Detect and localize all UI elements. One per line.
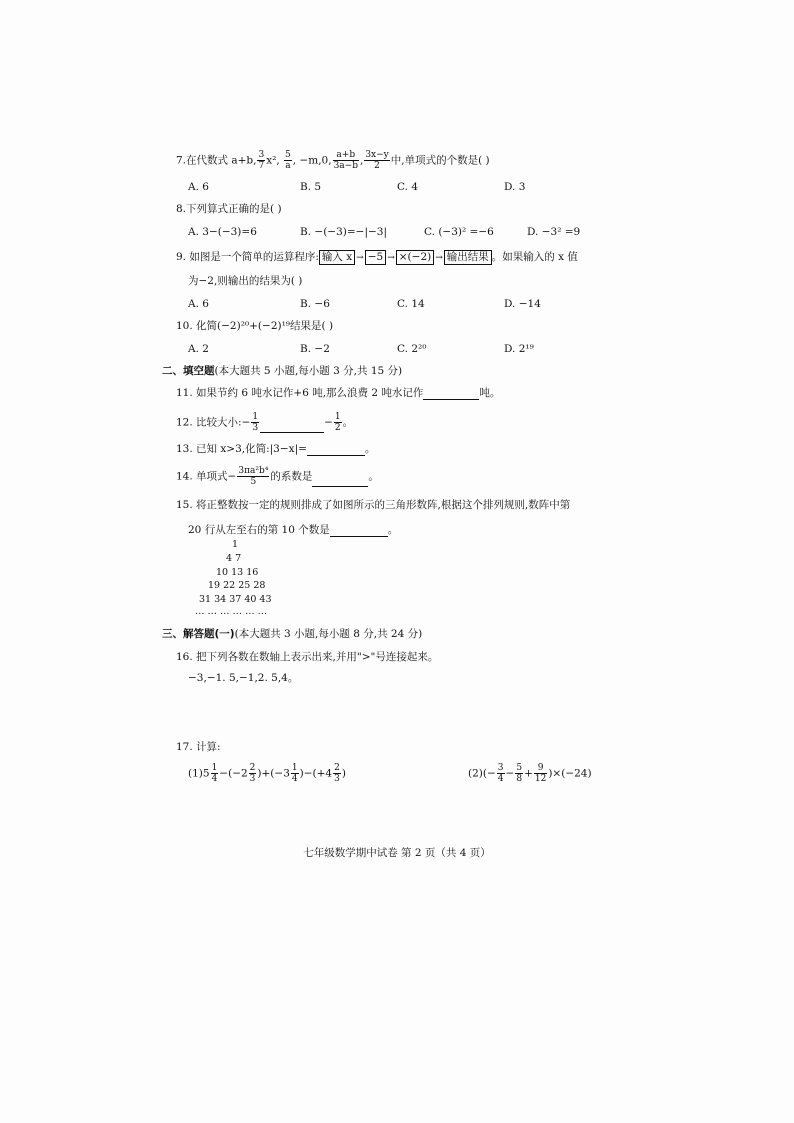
q8-option-d[interactable]: D. −3² =9 [527, 226, 581, 238]
question-17-stem: 17. 计算: [176, 741, 221, 753]
q9-option-b[interactable]: B. −6 [300, 298, 330, 310]
question-7-stem: 7.在代数式 a+b, $\frac{3}{7}$ x², $\frac{5}{a}$ , −m,0, $\frac{a+b}{3a-b}$ , $\frac{3x-y}{2}$ 中,单项式的个数是( ) [176, 150, 490, 171]
question-17-part-2: (2)(− $\frac{3}{4}$ − $\frac{5}{8}$ + $\frac{9}{12}$ )×(−24) [468, 763, 592, 784]
fraction: $\frac{\text{3πa²b⁴}}{5}$ [238, 466, 269, 487]
fraction: $\frac{5}{a}$ [285, 150, 291, 171]
section-2-header [162, 364, 402, 378]
fraction: $\frac{3x-y}{2}$ [365, 150, 389, 171]
section-3-header [162, 627, 422, 641]
triangle-row-3: 10 13 16 [216, 567, 259, 578]
answer-blank[interactable] [423, 389, 479, 400]
q10-option-d[interactable]: D. 2¹⁹ [504, 343, 534, 355]
fraction: $\frac{2}{3}$ [249, 763, 256, 784]
section-title: 三、解答题(一) [162, 628, 235, 640]
q7-option-a[interactable]: A. 6 [188, 181, 209, 193]
flow-box-multiply: ×(−2) [396, 250, 434, 265]
q8-option-c[interactable]: C. (−3)² =−6 [424, 226, 494, 238]
arrow-right-icon: → [387, 253, 395, 263]
fraction: $\frac{3}{4}$ [497, 763, 504, 784]
triangle-row-1: 1 [232, 539, 239, 550]
answer-blank[interactable] [307, 445, 365, 456]
fraction: $\frac{a+b}{3a-b}$ [333, 150, 358, 171]
q9-option-a[interactable]: A. 6 [188, 298, 209, 310]
question-16-stem: 16. 把下列各数在数轴上表示出来,并用">"号连接起来。 [176, 651, 439, 663]
flow-box-output: 输出结果 [444, 250, 492, 265]
q7-option-d[interactable]: D. 3 [504, 181, 526, 193]
q7-option-c[interactable]: C. 4 [397, 181, 419, 193]
q10-option-b[interactable]: B. −2 [300, 343, 330, 355]
fraction: $\frac{1}{4}$ [211, 763, 218, 784]
answer-blank[interactable] [312, 476, 368, 487]
q10-option-a[interactable]: A. 2 [188, 343, 209, 355]
fraction: $\frac{1}{3}$ [252, 412, 259, 433]
fraction: $\frac{3}{7}$ [258, 150, 265, 171]
flow-box-input: 输入 x [319, 250, 355, 265]
question-11: 11. 如果节约 6 吨水记作+6 吨,那么浪费 2 吨水记作 吨。 [176, 387, 501, 399]
question-12: 12. 比较大小:− $\frac{1}{3}$ − $\frac{1}{2}$ 。 [176, 412, 354, 433]
q9-option-d[interactable]: D. −14 [504, 298, 541, 310]
q7-option-b[interactable]: B. 5 [300, 181, 322, 193]
q9-option-c[interactable]: C. 14 [397, 298, 425, 310]
section-desc: (本大题共 3 小题,每小题 8 分,共 24 分) [234, 628, 423, 640]
section-title: 二、填空题 [162, 365, 215, 377]
fraction: $\frac{9}{12}$ [534, 763, 547, 784]
fraction: $\frac{1}{4}$ [291, 763, 298, 784]
triangle-row-4: 19 22 25 28 [208, 580, 266, 591]
question-13: 13. 已知 x>3,化简:|3−x|= 。 [176, 443, 376, 455]
question-9-line2: 为−2,则输出的结果为( ) [188, 275, 303, 287]
triangle-row-6: … … … … … … [195, 606, 268, 617]
fraction: $\frac{5}{8}$ [516, 763, 523, 784]
answer-blank[interactable] [330, 526, 388, 537]
q8-option-b[interactable]: B. −(−3)=−|−3| [300, 226, 388, 238]
question-15-line1: 15. 将正整数按一定的规则排成了如图所示的三角形数阵,根据这个排列规则,数阵中第 [176, 499, 571, 511]
arrow-right-icon: → [435, 253, 443, 263]
question-17-part-1: (1)5 $\frac{1}{4}$ −(−2 $\frac{2}{3}$ )+(−3 $\frac{1}{4}$ )−(+4 $\frac{2}{3}$ ) [188, 763, 346, 784]
question-10-stem: 10. 化简(−2)²⁰+(−2)¹⁹结果是( ) [176, 320, 334, 332]
question-9-stem: 9. 如图是一个简单的运算程序: 输入 x → −5 → ×(−2) → 输出结果 。如果输入的 x 值 [176, 251, 578, 263]
fraction: $\frac{1}{2}$ [334, 412, 341, 433]
q10-option-c[interactable]: C. 2²⁰ [397, 343, 427, 355]
page-footer: 七年级数学期中试卷 第 2 页（共 4 页） [303, 847, 491, 859]
arrow-right-icon: → [356, 253, 364, 263]
question-15-line2: 20 行从左至右的第 10 个数是 。 [188, 524, 399, 536]
q8-option-a[interactable]: A. 3−(−3)=6 [188, 226, 257, 238]
section-desc: (本大题共 5 小题,每小题 3 分,共 15 分) [214, 365, 403, 377]
question-16-numbers: −3,−1. 5,−1,2. 5,4。 [188, 672, 299, 684]
flow-box-minus: −5 [365, 250, 386, 265]
answer-blank[interactable] [260, 422, 324, 433]
question-14: 14. 单项式− $\frac{\text{3πa²b⁴}}{5}$ 的系数是 。 [176, 466, 379, 487]
question-8-stem: 8.下列算式正确的是( ) [176, 203, 282, 215]
fraction: $\frac{2}{3}$ [334, 763, 340, 784]
triangle-row-2: 4 7 [226, 553, 242, 564]
triangle-row-5: 31 34 37 40 43 [199, 594, 272, 605]
